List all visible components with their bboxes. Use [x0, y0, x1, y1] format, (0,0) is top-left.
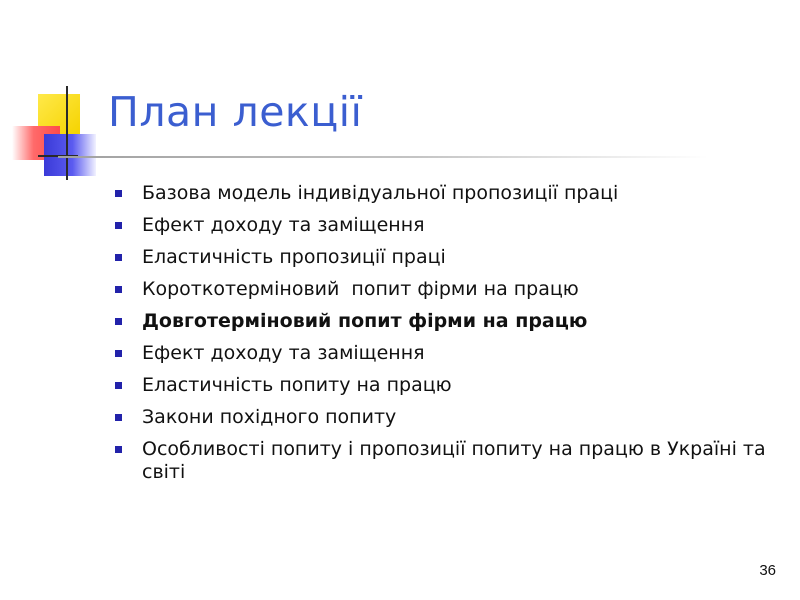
list-item	[112, 438, 772, 484]
square-bullet-icon	[115, 382, 122, 389]
list-item-text: Ефект доходу та заміщення	[142, 342, 425, 364]
list-item	[112, 406, 772, 429]
list-item-text: Довготерміновий попит фірми на працю	[142, 310, 588, 332]
list-item	[112, 374, 772, 397]
square-bullet-icon	[115, 222, 122, 229]
list-item	[112, 278, 772, 301]
list-item-text: Закони похідного попиту	[142, 406, 397, 428]
list-item-highlighted	[112, 310, 772, 333]
square-bullet-icon	[115, 318, 122, 325]
list-item	[112, 214, 772, 237]
square-bullet-icon	[115, 414, 122, 421]
slide-title: План лекції	[108, 88, 363, 136]
vertical-line	[66, 86, 68, 180]
list-item-text: Базова модель індивідуальної пропозиції праці	[142, 182, 619, 204]
title-divider	[58, 156, 708, 158]
list-item	[112, 342, 772, 365]
page-number: 36	[759, 562, 776, 579]
bullet-list	[112, 182, 772, 493]
square-bullet-icon	[115, 286, 122, 293]
list-item-text: Короткотерміновий попит фірми на працю	[142, 278, 579, 300]
list-item-text: Особливості попиту і пропозиції попиту на працю в Україні та світі	[142, 438, 766, 483]
square-bullet-icon	[115, 446, 122, 453]
list-item-text: Ефект доходу та заміщення	[142, 214, 425, 236]
list-item	[112, 246, 772, 269]
list-item-text: Еластичність пропозиції праці	[142, 246, 446, 268]
list-item	[112, 182, 772, 205]
square-bullet-icon	[115, 254, 122, 261]
list-item-text: Еластичність попиту на працю	[142, 374, 452, 396]
square-bullet-icon	[115, 190, 122, 197]
square-bullet-icon	[115, 350, 122, 357]
